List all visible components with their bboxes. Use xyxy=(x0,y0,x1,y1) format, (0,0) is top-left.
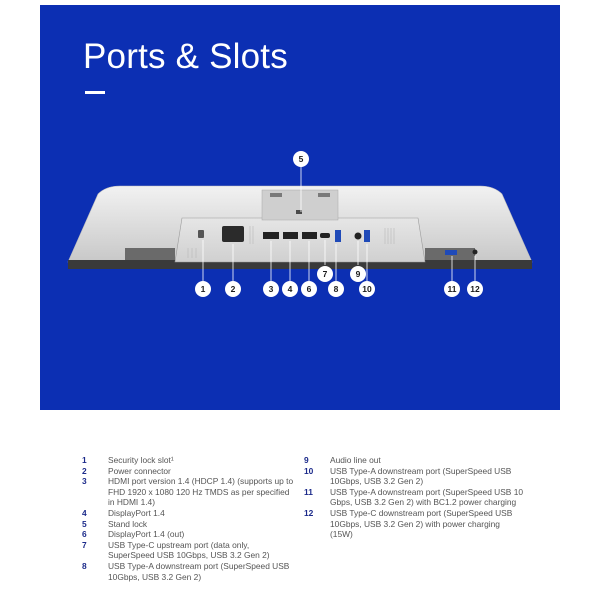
legend-item xyxy=(82,466,297,477)
callout-7: 7 xyxy=(317,266,333,282)
displayport-out-port xyxy=(302,232,317,239)
legend-number: 12 xyxy=(304,507,314,518)
vent-left xyxy=(125,248,175,260)
legend-item xyxy=(82,519,297,530)
legend-right-column xyxy=(304,455,524,540)
legend-number: 1 xyxy=(82,455,87,465)
legend-item xyxy=(304,508,524,540)
legend-item xyxy=(82,561,297,582)
legend-text: USB Type-A downstream port (SuperSpeed USB 10 Gbps, USB 3.2 Gen 2) with BC1.2 power charging xyxy=(330,486,524,508)
legend-text: DisplayPort 1.4 (out) xyxy=(108,529,185,540)
legend-item xyxy=(82,455,297,466)
legend-text: USB Type-A downstream port (SuperSpeed USB 10Gbps, USB 3.2 Gen 2) xyxy=(330,465,512,487)
usb-c-upstream-port xyxy=(320,233,330,238)
callout-1: 1 xyxy=(195,281,211,297)
legend-number: 11 xyxy=(304,486,313,497)
legend-number: 5 xyxy=(82,518,87,529)
legend-text: USB Type-C downstream port (SuperSpeed USB 10Gbps, USB 3.2 Gen 2) with power charging (15W) xyxy=(330,507,513,540)
usb-a-port-11 xyxy=(445,250,457,255)
legend-number: 4 xyxy=(82,507,87,518)
legend-number: 8 xyxy=(82,560,87,571)
callout-11: 11 xyxy=(444,281,460,297)
callout-12: 12 xyxy=(467,281,483,297)
legend-number: 3 xyxy=(82,476,87,487)
callout-3: 3 xyxy=(263,281,279,297)
legend-item xyxy=(304,455,524,466)
legend-text: Stand lock xyxy=(108,518,148,529)
legend-text: Security lock slot¹ xyxy=(108,455,174,465)
hdmi-port xyxy=(263,232,279,239)
legend-item xyxy=(82,540,297,561)
io-panel xyxy=(175,218,425,262)
legend-text: Audio line out xyxy=(330,455,381,465)
legend-number: 6 xyxy=(82,529,87,540)
callout-5: 5 xyxy=(293,151,309,167)
security-lock-port xyxy=(198,230,204,238)
page-title: Ports & Slots xyxy=(83,37,288,76)
callout-4: 4 xyxy=(282,281,298,297)
legend-item xyxy=(304,466,524,487)
legend-item xyxy=(82,508,297,519)
legend-number: 10 xyxy=(304,465,314,476)
callout-8: 8 xyxy=(328,281,344,297)
usb-a-port-8 xyxy=(335,230,341,242)
callout-2: 2 xyxy=(225,281,241,297)
callout-6: 6 xyxy=(301,281,317,297)
usb-c-port-12 xyxy=(473,250,478,255)
usb-a-port-10 xyxy=(364,230,370,242)
legend-number: 9 xyxy=(304,455,309,465)
displayport-in-port xyxy=(283,232,298,239)
legend-text: USB Type-C upstream port (data only, SuperSpeed USB 10Gbps, USB 3.2 Gen 2) xyxy=(108,539,270,561)
power-connector-port xyxy=(222,226,244,242)
audio-line-out-port xyxy=(355,233,362,240)
legend-number: 2 xyxy=(82,465,87,476)
legend-text: USB Type-A downstream port (SuperSpeed USB 10Gbps, USB 3.2 Gen 2) xyxy=(108,560,290,582)
callout-9: 9 xyxy=(350,266,366,282)
legend-left-column xyxy=(82,455,297,582)
legend-text: DisplayPort 1.4 xyxy=(108,507,165,518)
legend-item xyxy=(82,529,297,540)
legend-text: Power connector xyxy=(108,465,171,476)
callout-10: 10 xyxy=(359,281,375,297)
legend-number: 7 xyxy=(82,539,87,550)
legend-item xyxy=(82,476,297,508)
legend-text: HDMI port version 1.4 (HDCP 1.4) (supports up to FHD 1920 x 1080 120 Hz TMDS as per specified in HDMI 1.4) xyxy=(108,476,294,508)
legend-item xyxy=(304,487,524,508)
